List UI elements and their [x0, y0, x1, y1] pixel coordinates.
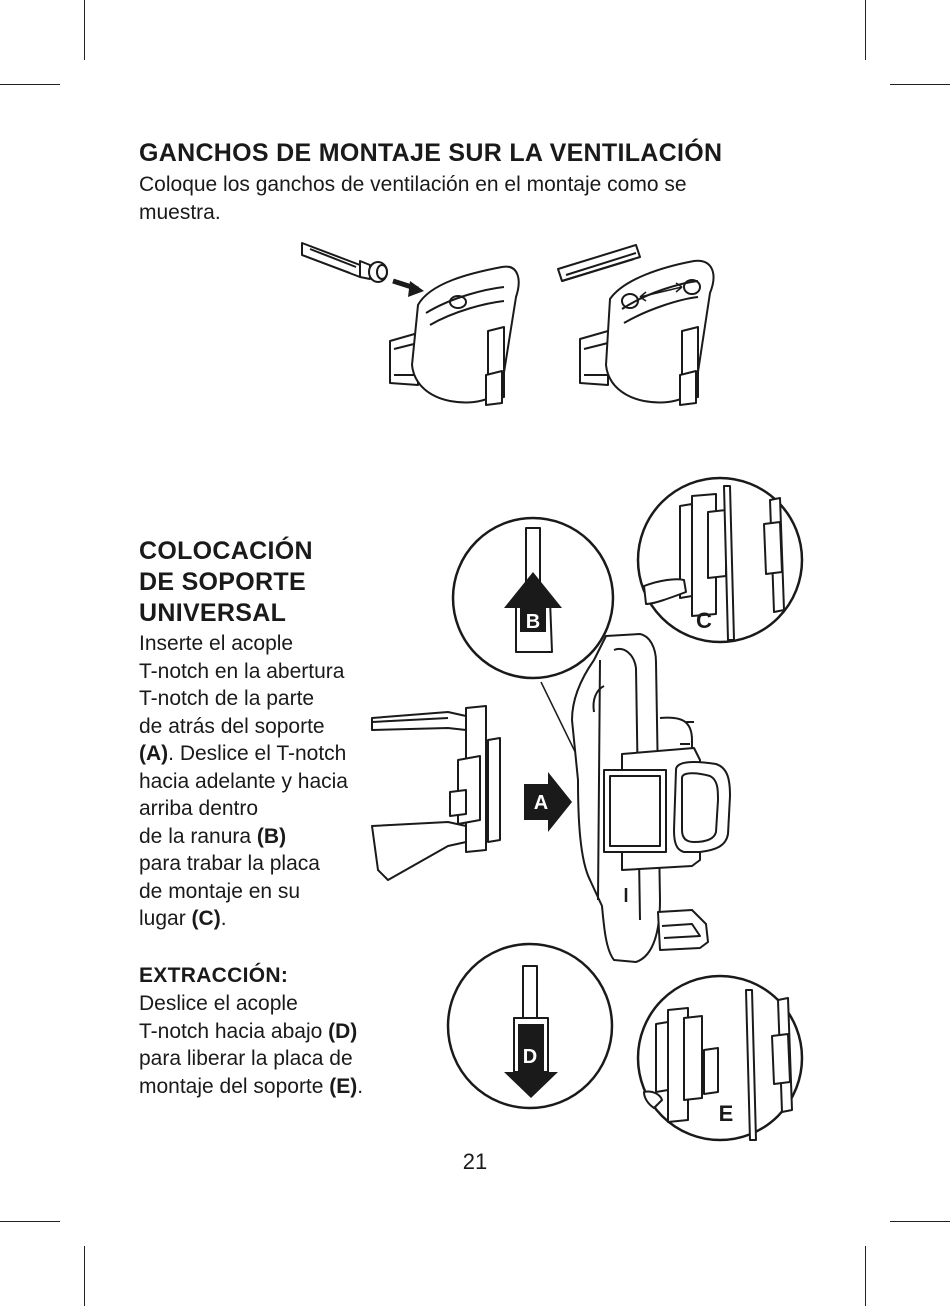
text-fragment: . [220, 907, 227, 930]
page-number: 21 [462, 1149, 488, 1174]
text-line: T-notch en la abertura [139, 659, 345, 683]
detail-circle-b [453, 518, 613, 678]
label-b: B [525, 611, 541, 633]
text-line: Deslice el acople [139, 992, 298, 1015]
text-line: arriba dentro [139, 797, 259, 820]
label-d: D [522, 1046, 538, 1068]
label-e: E [718, 1101, 734, 1126]
text-line: de atrás del soporte [139, 714, 325, 738]
text-line: para liberar la placa de [139, 1047, 353, 1070]
detail-circle-d [448, 944, 612, 1108]
ref-b: (B) [256, 824, 287, 848]
detail-circle-e [638, 976, 802, 1140]
text-fragment: lugar [139, 907, 192, 930]
text-fragment: T-notch hacia abajo [139, 1019, 329, 1043]
ref-c: (C) [191, 907, 221, 930]
ref-e: (E) [329, 1074, 358, 1098]
arrow-a-icon [524, 772, 572, 832]
text-fragment: de la ranura [139, 824, 257, 848]
text-line: hacia adelante y hacia [139, 769, 348, 793]
section-title-vent-hooks: GANCHOS DE MONTAJE SUR LA VENTILACIÓN [139, 139, 723, 167]
title-line: COLOCACIÓN [139, 537, 313, 565]
ref-a: (A) [139, 742, 169, 765]
text-fragment: montaje del soporte [139, 1074, 330, 1098]
text-line: para trabar la placa [139, 852, 320, 875]
text-line: Inserte el acople [139, 632, 294, 655]
title-line: DE SOPORTE [139, 568, 306, 596]
label-c: C [696, 608, 712, 633]
ref-d: (D) [328, 1019, 358, 1043]
vent-clip [372, 706, 500, 880]
section-title-removal: EXTRACCIÓN: [139, 964, 289, 987]
text-line: de montaje en su [139, 879, 301, 903]
intro-line: muestra. [139, 200, 221, 224]
detail-circle-c [638, 478, 802, 642]
label-a: A [533, 792, 549, 814]
title-line: UNIVERSAL [139, 599, 287, 627]
text-fragment: . [357, 1074, 364, 1098]
text-fragment: . Deslice el T-notch [168, 742, 347, 765]
phone-holder [572, 634, 730, 962]
text-line: T-notch de la parte [139, 687, 315, 710]
intro-line: Coloque los ganchos de ventilación en el montaje como se [139, 173, 687, 196]
